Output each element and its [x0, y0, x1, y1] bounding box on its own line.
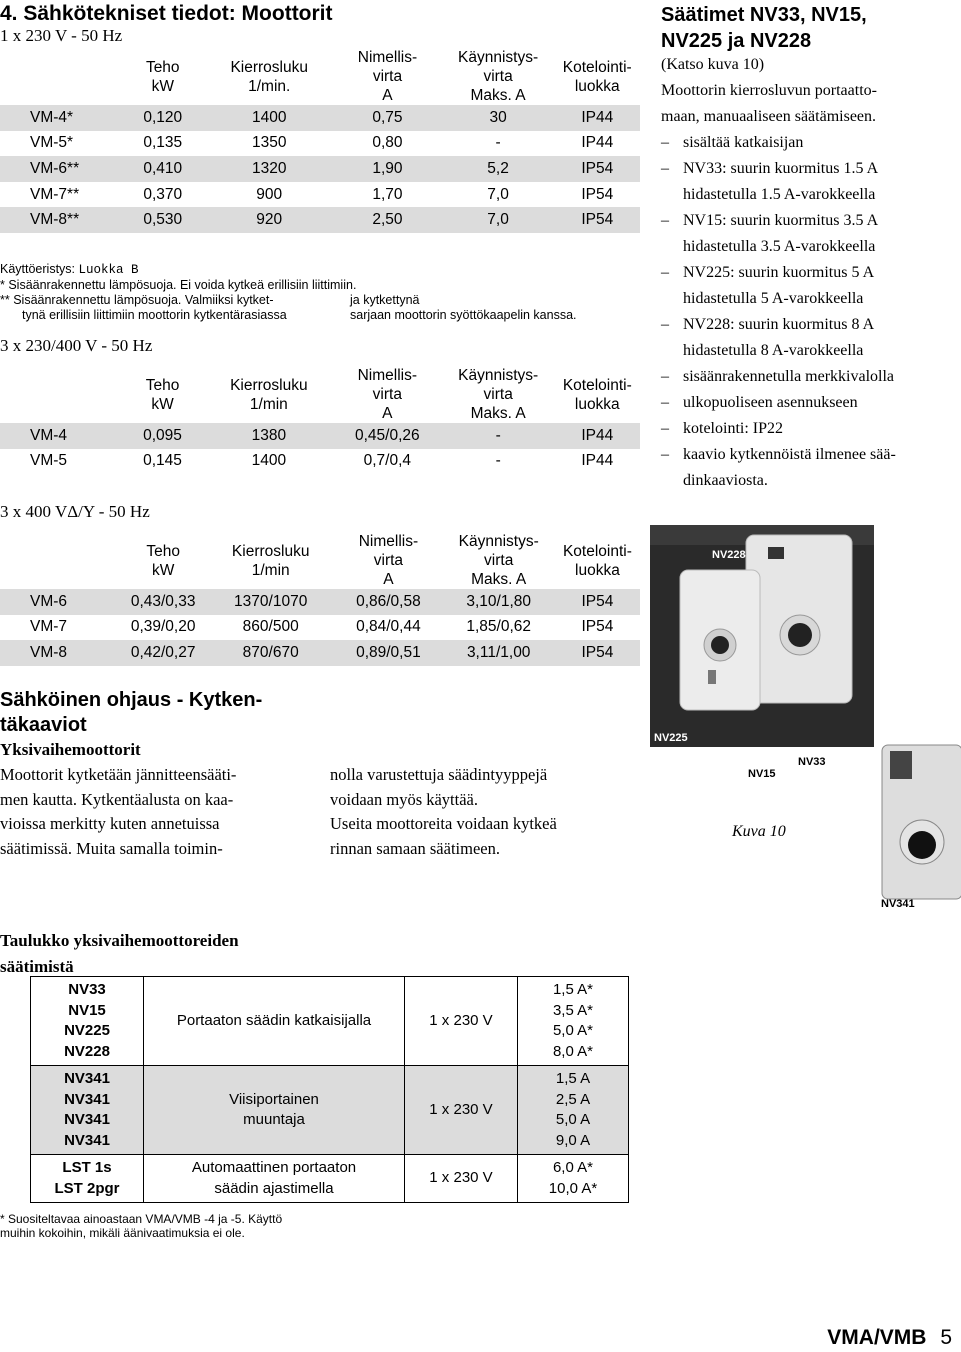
current-value: 9,0 A [555, 1131, 591, 1149]
table-cell: 0,410 [120, 156, 205, 182]
header-line: virta [483, 68, 513, 85]
header-cell [333, 366, 442, 423]
header-line: Teho [145, 376, 180, 394]
table-row [0, 182, 640, 208]
nv-table-title [0, 928, 239, 980]
table-cell: 7,0 [487, 185, 509, 203]
table-cell: 1320 [205, 156, 333, 182]
feature-item [661, 312, 961, 364]
desc-line: Viisiportainen [229, 1090, 319, 1108]
table-cell: - [442, 423, 555, 449]
notes [0, 262, 640, 323]
p2-line: Useita moottoreita voidaan kytkeä [330, 814, 557, 833]
table-cell: VM-8** [0, 207, 120, 233]
regulator-names [31, 1155, 144, 1203]
table-row [0, 615, 640, 641]
table-cell: 0,39/0,20 [130, 618, 196, 636]
table-row [0, 105, 640, 131]
table-cell: 0,7/0,4 [363, 452, 411, 470]
table-row [0, 207, 640, 233]
regulator-name: NV341 [64, 1090, 110, 1108]
table-cell: - [495, 134, 501, 152]
motor-table-3x230-400 [0, 366, 640, 474]
header-cell [0, 48, 120, 105]
regulator-voltage: 1 x 230 V [405, 977, 518, 1066]
header-line: Kotelointi- [562, 58, 632, 76]
table-cell: 0,75 [333, 105, 441, 131]
regulator-name: NV15 [68, 1001, 106, 1019]
intro-line: Moottorin kierrosluvun portaatto- [661, 82, 877, 99]
table-cell: IP44 [555, 423, 640, 449]
header-line: Käynnistys- [458, 49, 539, 66]
regulator-currents [518, 1155, 629, 1203]
table-cell: 1,85/0,62 [466, 618, 532, 636]
regulators-title [661, 2, 867, 54]
header-cell [555, 532, 640, 589]
desc-line: Automaattinen portaaton [191, 1159, 357, 1176]
control-paragraph-2 [330, 763, 640, 861]
control-subtitle: Yksivaihemoottorit [0, 740, 141, 759]
regulator-name: NV341 [64, 1111, 110, 1128]
regulator-description [144, 1155, 405, 1203]
header-line: A [382, 87, 393, 104]
table-cell: VM-7** [30, 185, 80, 203]
header-line: virta [484, 552, 514, 569]
header-line: Nimellis- [357, 49, 418, 66]
table-cell: 7,0 [442, 207, 555, 233]
control-title [0, 688, 262, 738]
header-line: Kierrosluku [230, 376, 308, 394]
table-cell: 0,42/0,27 [119, 640, 207, 666]
p1-line: vioissa merkitty kuten annetuissa [0, 814, 220, 833]
insulation-value: Luokka B [78, 263, 139, 277]
header-line: kW [151, 561, 175, 579]
header-cell [207, 532, 334, 589]
p1-line: Moottorit kytketään jännitteensääti- [0, 765, 237, 784]
table-cell: 0,370 [143, 185, 183, 203]
doc-name: VMA/VMB [827, 1326, 927, 1349]
p2-line: nolla varustettuja säädintyyppejä [330, 765, 548, 784]
current-value: 6,0 A* [552, 1159, 594, 1176]
feature-item [661, 208, 961, 260]
header-cell [205, 48, 333, 105]
table-cell: 1400 [205, 105, 333, 131]
regulator-description [144, 1066, 405, 1155]
header-line: luokka [574, 77, 620, 95]
motor-table-1x230 [0, 48, 640, 233]
note-2c: ja kytkettynä [350, 293, 420, 307]
feature-line: hidastetulla 5 A-varokkeella [683, 290, 864, 307]
table-cell: 1,90 [333, 156, 441, 182]
feature-item [661, 260, 961, 312]
header-line: Käynnistys- [458, 533, 539, 550]
table2-subtitle: 3 x 230/400 V - 50 Hz [0, 336, 153, 355]
table-cell: 0,43/0,33 [119, 589, 207, 615]
figure-caption: Kuva 10 [732, 823, 786, 840]
nv341-label: NV341 [881, 898, 915, 910]
table-cell: VM-8 [0, 640, 119, 666]
table-cell: VM-7 [30, 618, 68, 636]
regulator-voltage: 1 x 230 V [405, 1155, 518, 1203]
header-line: virta [372, 386, 402, 403]
table-row [31, 977, 629, 1066]
table-cell: 0,80 [372, 134, 403, 152]
selector-knob-icon [908, 831, 936, 859]
header-cell [0, 532, 119, 589]
feature-item [661, 130, 961, 156]
current-value: 10,0 A* [548, 1179, 598, 1197]
feature-item [661, 442, 961, 494]
feature-line: – NV15: suurin kuormitus 3.5 A [683, 212, 879, 229]
header-line: 1/min [249, 395, 288, 413]
footnote-line2: muihin kokoihin, mikäli äänivaatimuksia ei ole. [0, 1225, 245, 1240]
table-cell: IP44 [555, 105, 640, 131]
desc-line: säädin ajastimella [214, 1179, 334, 1197]
regulator-voltage: 1 x 230 V [405, 1066, 518, 1155]
table-row [0, 423, 640, 449]
regulator-table [30, 976, 629, 1203]
table-cell: 0,89/0,51 [334, 640, 442, 666]
page-footer [827, 1326, 952, 1350]
control-paragraph-1 [0, 763, 320, 861]
header-cell [120, 366, 205, 423]
header-cell [442, 366, 555, 423]
table-cell: 0,120 [120, 105, 205, 131]
table-cell: IP44 [581, 452, 614, 470]
motor-table-3x400 [0, 532, 640, 666]
table-cell: 2,50 [333, 207, 441, 233]
header-cell [333, 48, 441, 105]
header-line: Nimellis- [358, 533, 419, 550]
header-line: Kierrosluku [231, 542, 310, 560]
header-line: virta [372, 68, 403, 85]
note-2a: ** Sisäänrakennettu lämpösuoja. Valmiiksi kytket- [0, 293, 274, 307]
nv-title-line1: Taulukko yksivaihemoottoreiden [0, 931, 239, 950]
header-line: virta [373, 552, 404, 569]
table-row [0, 640, 640, 666]
current-value: 5,0 A* [552, 1022, 594, 1039]
header-line: Kotelointi- [562, 542, 632, 560]
regulator-name: LST 2pgr [54, 1179, 120, 1197]
header-line: virta [483, 386, 513, 403]
footnote [0, 1213, 282, 1240]
header-line: A [382, 405, 393, 422]
header-line: Kotelointi- [562, 376, 632, 394]
table-cell: 0,145 [143, 452, 182, 470]
intro-line: maan, manuaaliseen säätämiseen. [661, 108, 877, 125]
table3-subtitle: 3 x 400 VΔ/Y - 50 Hz [0, 502, 150, 521]
header-cell [334, 532, 442, 589]
table-cell: 870/670 [207, 640, 334, 666]
nv15-label: NV15 [748, 768, 776, 780]
table-cell: 0,135 [143, 134, 183, 152]
table-cell: IP54 [555, 207, 640, 233]
table-cell: VM-4 [0, 423, 120, 449]
table-cell: IP54 [555, 640, 640, 666]
header-line: kW [151, 77, 174, 95]
table-cell: 1,70 [372, 185, 403, 203]
regulator-names [31, 1066, 144, 1155]
feature-list [661, 130, 961, 494]
table-cell: 0,45/0,26 [333, 423, 442, 449]
table-row [0, 589, 640, 615]
regulators-title-line2: NV225 ja NV228 [661, 30, 812, 52]
header-line: Maks. A [470, 87, 526, 104]
table-cell: - [495, 452, 501, 470]
current-value: 1,5 A [555, 1070, 591, 1087]
knob-icon [711, 636, 729, 654]
table-cell: IP44 [581, 134, 614, 152]
feature-line: – sisäänrakennetulla merkkivalolla [683, 368, 895, 385]
feature-line: dinkaaviosta. [683, 472, 768, 489]
regulator-name: NV33 [68, 981, 106, 998]
regulator-description [144, 977, 405, 1066]
table-cell: 0,530 [120, 207, 205, 233]
table-cell: 1400 [251, 452, 287, 470]
header-line: 1/min. [248, 77, 291, 95]
regulators-text [661, 52, 961, 494]
nv33-label: NV33 [798, 756, 826, 768]
table-cell: IP54 [555, 589, 640, 615]
page-number: 5 [940, 1326, 952, 1349]
table-cell: 5,2 [442, 156, 555, 182]
header-line: luokka [575, 561, 620, 579]
table-cell: 3,10/1,80 [443, 589, 555, 615]
table-row [0, 131, 640, 157]
feature-line: – kotelointi: IP22 [683, 420, 783, 437]
feature-line: hidastetulla 1.5 A-varokkeella [683, 186, 876, 203]
table-cell: VM-5 [30, 452, 68, 470]
control-title-line1: Sähköinen ohjaus - Kytken- [0, 689, 263, 711]
table-cell: VM-4* [0, 105, 120, 131]
feature-line: – NV33: suurin kuormitus 1.5 A [683, 160, 879, 177]
current-value: 5,0 A [555, 1111, 591, 1128]
feature-item [661, 416, 961, 442]
table-cell: VM-6 [0, 589, 119, 615]
table-cell: 920 [205, 207, 333, 233]
table-row [31, 1155, 629, 1203]
switch-icon [708, 670, 716, 684]
header-cell [205, 366, 333, 423]
note-2b: tynä erillisiin liittimiin moottorin kytkentärasiassa [22, 308, 287, 322]
header-line: Kierrosluku [230, 58, 308, 76]
header-cell [442, 48, 555, 105]
regulator-names [31, 977, 144, 1066]
table-row [31, 1066, 629, 1155]
feature-line: – NV225: suurin kuormitus 5 A [683, 264, 875, 281]
feature-line: hidastetulla 3.5 A-varokkeella [683, 238, 876, 255]
current-value: 8,0 A* [552, 1042, 594, 1060]
p1-line: säätimissä. Muita samalla toimin- [0, 838, 223, 858]
current-value: 3,5 A* [552, 1001, 594, 1019]
desc-line: Portaaton säädin katkaisijalla [176, 1011, 372, 1029]
regulator-photo-nv228 [650, 525, 874, 717]
p2-line: rinnan samaan säätimeen. [330, 838, 500, 858]
insulation-label: Käyttöeristys: [0, 262, 76, 276]
table-cell: 30 [442, 105, 555, 131]
current-value: 1,5 A* [552, 981, 594, 998]
regulators-title-line1: Säätimet NV33, NV15, [661, 4, 867, 26]
table1-subtitle: 1 x 230 V - 50 Hz [0, 26, 123, 45]
regulator-name: NV341 [64, 1070, 110, 1087]
header-line: A [383, 571, 394, 588]
feature-line: – ulkopuoliseen asennukseen [683, 394, 858, 411]
knob-icon [788, 623, 812, 647]
header-cell [119, 532, 207, 589]
table-cell: 1380 [205, 423, 333, 449]
header-cell [120, 48, 205, 105]
control-title-line2: täkaaviot [0, 714, 87, 736]
table-cell: 3,11/1,00 [443, 640, 555, 666]
regulator-name: NV225 [64, 1022, 110, 1039]
header-cell [555, 48, 640, 105]
table-row [0, 156, 640, 182]
regulator-name: NV341 [64, 1131, 110, 1149]
header-cell [443, 532, 555, 589]
feature-item [661, 364, 961, 390]
feature-line: – sisältää katkaisijan [683, 134, 804, 151]
header-line: Maks. A [470, 405, 526, 422]
header-cell [555, 366, 640, 423]
table-cell: VM-5* [30, 134, 74, 152]
feature-line: – kaavio kytkennöistä ilmenee sää- [683, 446, 896, 463]
note-1: * Sisäänrakennettu lämpösuoja. Ei voida kytkeä erillisiin liittimiin. [0, 278, 357, 292]
header-line: Teho [146, 542, 180, 560]
feature-line: – NV228: suurin kuormitus 8 A [683, 316, 875, 333]
regulator-currents [518, 977, 629, 1066]
footnote-line1: * Suositeltavaa ainoastaan VMA/VMB -4 ja -5. Käyttö [0, 1212, 283, 1226]
desc-line: muuntaja [243, 1111, 305, 1128]
regulator-currents [518, 1066, 629, 1155]
nv228-label: NV228 [712, 549, 746, 561]
table-cell: VM-6** [0, 156, 120, 182]
note-2d: sarjaan moottorin syöttökaapelin kanssa. [350, 308, 577, 322]
table-cell: 0,095 [120, 423, 205, 449]
nv225-label: NV225 [654, 732, 688, 744]
table-row [0, 449, 640, 475]
header-line: Maks. A [471, 571, 527, 588]
table-cell: IP54 [581, 185, 614, 203]
table-cell: 1370/1070 [207, 589, 334, 615]
table-cell: 0,86/0,58 [334, 589, 442, 615]
header-cell [0, 366, 120, 423]
p1-line: men kautta. Kytkentäalusta on kaa- [0, 789, 234, 809]
logo-icon [768, 547, 784, 559]
table-cell: 860/500 [242, 618, 299, 636]
table-cell: 900 [256, 185, 283, 203]
table-cell: IP54 [555, 156, 640, 182]
feature-item [661, 156, 961, 208]
regulator-name: NV228 [64, 1042, 110, 1060]
figure-reference: (Katso kuva 10) [661, 56, 765, 73]
header-line: 1/min [251, 561, 290, 579]
table-cell: 0,84/0,44 [356, 618, 421, 636]
regulator-photo-group [650, 717, 915, 917]
current-value: 2,5 A [555, 1090, 591, 1108]
p2-line: voidaan myös käyttää. [330, 789, 479, 809]
header-line: Käynnistys- [458, 367, 539, 384]
header-line: Teho [145, 58, 180, 76]
feature-line: hidastetulla 8 A-varokkeella [683, 342, 864, 359]
table-cell: 1350 [251, 134, 287, 152]
feature-item [661, 390, 961, 416]
header-line: Nimellis- [357, 367, 418, 384]
header-line: luokka [574, 395, 620, 413]
section-title: 4. Sähkötekniset tiedot: Moottorit [0, 2, 333, 25]
header-line: kW [151, 395, 174, 413]
nv-title-line2: säätimistä [0, 957, 74, 976]
table-cell: IP54 [581, 618, 614, 636]
regulator-name: LST 1s [62, 1159, 112, 1176]
